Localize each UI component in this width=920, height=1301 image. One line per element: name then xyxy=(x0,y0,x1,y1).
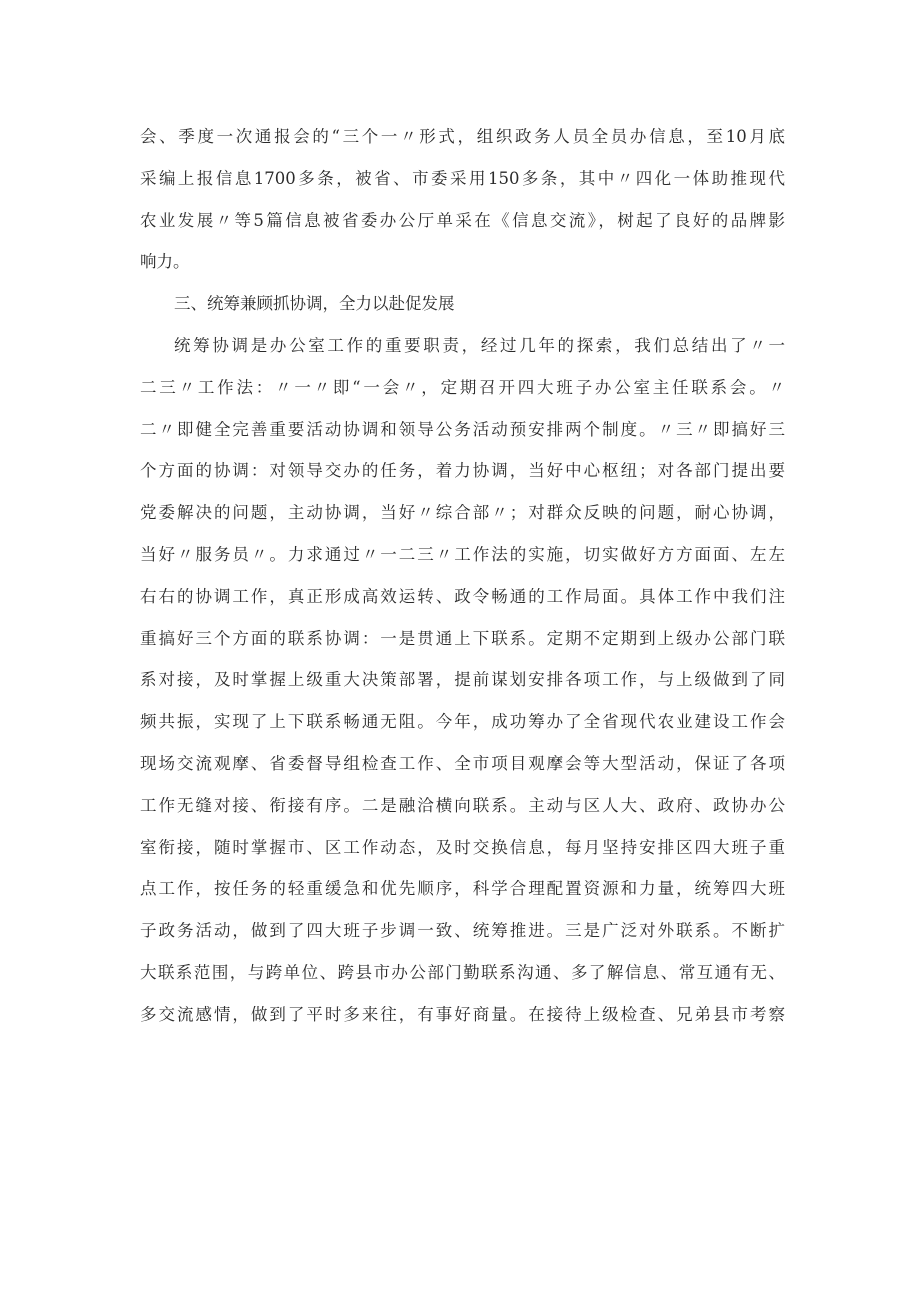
text-line: 多交流感情，做到了平时多来往，有事好商量。在接待上级检查、兄弟县市考察 xyxy=(140,1004,785,1024)
section-heading: 三、统筹兼顾抓协调，全力以赴促发展 xyxy=(174,294,455,314)
text-line: 系对接，及时掌握上级重大决策部署，提前谋划安排各项工作，与上级做到了同 xyxy=(140,670,785,690)
text-line: 农业发展〃等5篇信息被省委办公厅单采在《信息交流》，树起了良好的品牌影 xyxy=(140,210,785,230)
paragraph-first-line: 统筹协调是办公室工作的重要职责，经过几年的探索，我们总结出了〃一 xyxy=(174,335,785,355)
text-line: 工作无缝对接、衔接有序。二是融洽横向联系。主动与区人大、政府、政协办公 xyxy=(140,795,785,815)
text-line: 右右的协调工作，真正形成高效运转、政令畅通的工作局面。具体工作中我们注 xyxy=(140,586,785,606)
text-line: 室衔接，随时掌握市、区工作动态，及时交换信息，每月坚持安排区四大班子重 xyxy=(140,837,785,857)
text-line: 重搞好三个方面的联系协调：一是贯通上下联系。定期不定期到上级办公部门联 xyxy=(140,628,785,648)
text-line: 二〃即健全完善重要活动协调和领导公务活动预安排两个制度。〃三〃即搞好三 xyxy=(140,419,785,439)
text-line: 采编上报信息1700多条，被省、市委采用150多条，其中〃四化一体助推现代 xyxy=(140,168,785,188)
document-body xyxy=(140,116,785,1036)
text-line: 频共振，实现了上下联系畅通无阻。今年，成功筹办了全省现代农业建设工作会 xyxy=(140,712,785,732)
text-line: 党委解决的问题，主动协调，当好〃综合部〃；对群众反映的问题，耐心协调， xyxy=(140,503,785,523)
text-line: 会、季度一次通报会的“三个一〃形式，组织政务人员全员办信息，至10月底 xyxy=(140,127,785,146)
text-line: 现场交流观摩、省委督导组检查工作、全市项目观摩会等大型活动，保证了各项 xyxy=(140,753,785,773)
text-line: 大联系范围，与跨单位、跨县市办公部门勤联系沟通、多了解信息、常互通有无、 xyxy=(140,962,785,982)
text-line: 个方面的协调：对领导交办的任务，着力协调，当好中心枢纽；对各部门提出要 xyxy=(140,461,785,481)
text-line: 当好〃服务员〃。力求通过〃一二三〃工作法的实施，切实做好方方面面、左左 xyxy=(140,544,785,564)
text-line: 响力。 xyxy=(140,252,190,272)
text-line: 点工作，按任务的轻重缓急和优先顺序，科学合理配置资源和力量，统筹四大班 xyxy=(140,879,785,899)
text-line: 二三〃工作法：〃一〃即“一会〃，定期召开四大班子办公室主任联系会。〃 xyxy=(140,377,785,397)
text-line: 子政务活动，做到了四大班子步调一致、统筹推进。三是广泛对外联系。不断扩 xyxy=(140,921,785,941)
